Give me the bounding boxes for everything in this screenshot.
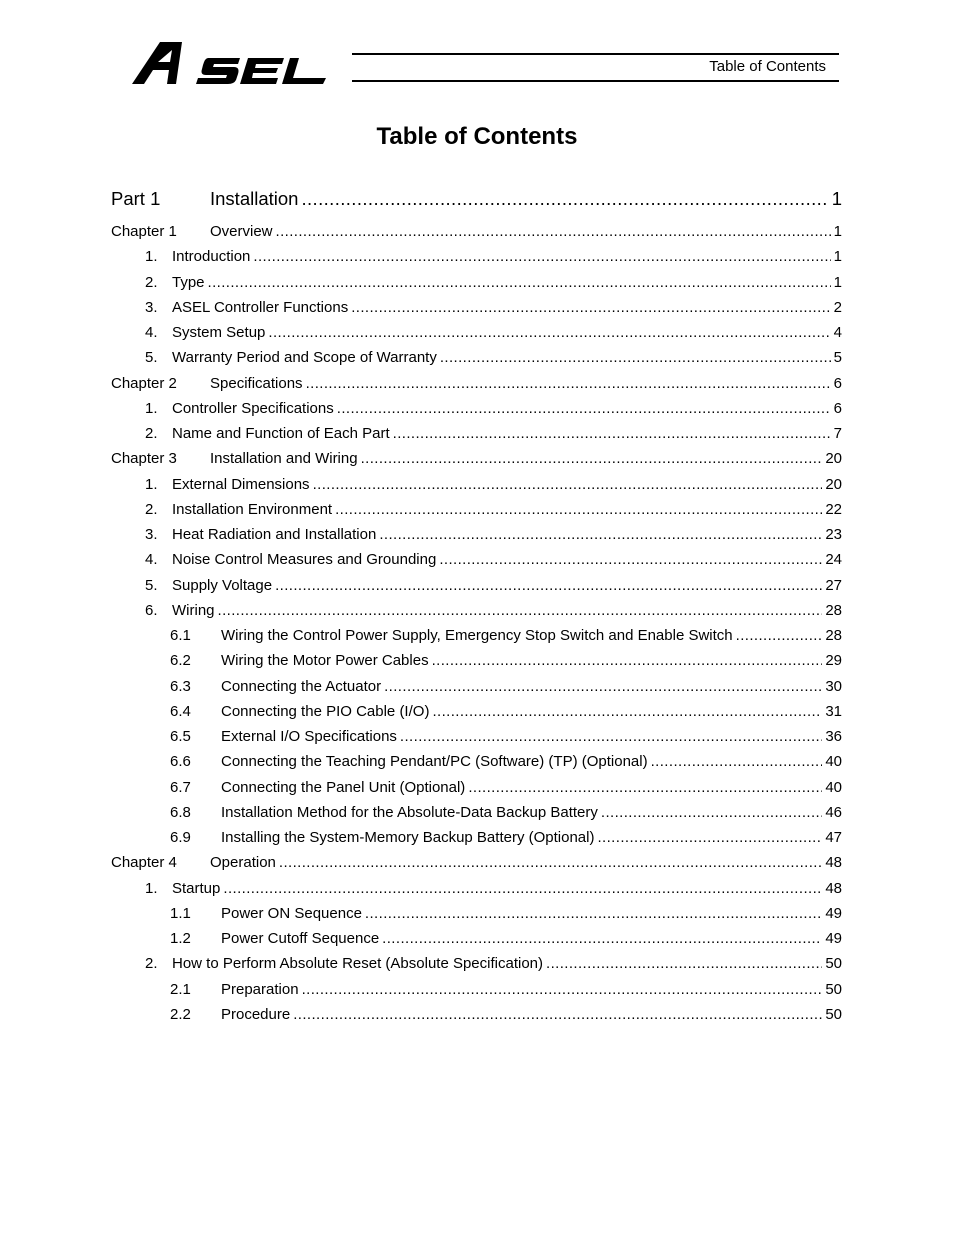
toc-entry-title: Installation Environment — [172, 500, 333, 518]
toc-entry-subsection[interactable] — [111, 627, 842, 652]
toc-entry-number: 2. — [145, 273, 158, 291]
header-section-label: Table of Contents — [709, 58, 826, 75]
header-rule-bottom — [352, 80, 839, 82]
toc-entry-page-number: 5 — [833, 349, 842, 367]
toc-entry-subsection[interactable] — [111, 829, 842, 854]
toc-entry-number: 6.8 — [170, 803, 191, 821]
toc-entry-subsection[interactable] — [111, 779, 842, 804]
dot-leader — [393, 425, 831, 442]
toc-entry-page-number: 49 — [825, 930, 842, 947]
asel-logo — [130, 40, 350, 86]
dot-leader — [335, 501, 822, 518]
toc-entry-page-number: 2 — [833, 298, 842, 316]
toc-entry-section[interactable] — [111, 324, 842, 349]
toc-entry-number: 2.2 — [170, 1005, 191, 1023]
toc-entry-page-number: 1 — [831, 188, 842, 209]
toc-entry-title: ASEL Controller Functions — [172, 298, 349, 316]
dot-leader — [253, 248, 830, 265]
toc-entry-number: 6.7 — [170, 778, 191, 796]
dot-leader — [400, 728, 822, 745]
toc-entry-page-number: 22 — [825, 500, 842, 518]
toc-entry-section[interactable] — [111, 349, 842, 374]
toc-entry-number: Part 1 — [111, 188, 161, 209]
toc-entry-subsection[interactable] — [111, 703, 842, 728]
dot-leader — [361, 450, 823, 467]
toc-entry-title: Procedure — [221, 1005, 291, 1023]
table-of-contents — [111, 188, 842, 1031]
dot-leader — [313, 476, 823, 493]
toc-entry-number: 6.3 — [170, 677, 191, 695]
toc-entry-subsection[interactable] — [111, 930, 842, 955]
toc-entry-title: Supply Voltage — [172, 576, 273, 594]
toc-entry-number: 2.1 — [170, 980, 191, 998]
dot-leader — [218, 602, 823, 619]
toc-entry-number: Chapter 1 — [111, 223, 177, 240]
toc-entry-chapter[interactable] — [111, 223, 842, 248]
toc-entry-number: 3. — [145, 526, 158, 543]
toc-entry-page-number: 24 — [825, 551, 842, 569]
dot-leader — [736, 627, 823, 644]
toc-entry-number: 1. — [145, 248, 158, 266]
toc-entry-section[interactable] — [111, 602, 842, 627]
toc-entry-title: Connecting the Teaching Pendant/PC (Software) (TP) (Optional) — [221, 753, 648, 771]
toc-entry-title: Overview — [210, 223, 273, 240]
dot-leader — [306, 375, 831, 392]
toc-entry-page-number: 23 — [825, 526, 842, 543]
toc-entry-title: Installing the System-Memory Backup Battery (Optional) — [221, 829, 595, 846]
toc-entry-number: Chapter 3 — [111, 450, 177, 468]
toc-entry-page-number: 27 — [825, 576, 842, 594]
toc-entry-number: 1. — [145, 879, 158, 897]
toc-entry-page-number: 46 — [825, 803, 842, 821]
toc-entry-section[interactable] — [111, 476, 842, 501]
dot-leader — [468, 779, 822, 796]
toc-entry-chapter[interactable] — [111, 450, 842, 475]
toc-entry-page-number: 20 — [825, 475, 842, 493]
toc-entry-page-number: 31 — [825, 702, 842, 720]
toc-entry-number: 5. — [145, 349, 158, 367]
toc-entry-title: Introduction — [172, 248, 251, 266]
toc-entry-title: Wiring the Motor Power Cables — [221, 652, 429, 670]
toc-entry-section[interactable] — [111, 400, 842, 425]
dot-leader — [293, 1006, 822, 1023]
toc-entry-page-number: 28 — [825, 627, 842, 644]
toc-entry-number: 6.5 — [170, 728, 191, 745]
dot-leader — [379, 526, 822, 543]
dot-leader — [651, 753, 823, 770]
toc-entry-title: Startup — [172, 879, 221, 897]
toc-entry-page-number: 48 — [825, 854, 842, 872]
toc-entry-page-number: 7 — [833, 425, 842, 442]
toc-entry-page-number: 50 — [825, 1005, 842, 1023]
toc-entry-page-number: 40 — [825, 753, 842, 771]
dot-leader — [276, 223, 831, 240]
toc-entry-title: External Dimensions — [172, 475, 310, 493]
toc-entry-title: Wiring the Control Power Supply, Emergency Stop Switch and Enable Switch — [221, 627, 733, 644]
toc-entry-title: Installation Method for the Absolute-Data Backup Battery — [221, 803, 598, 821]
toc-entry-number: 1. — [145, 399, 158, 417]
toc-entry-subsection[interactable] — [111, 1006, 842, 1031]
toc-entry-section[interactable] — [111, 274, 842, 299]
toc-entry-page-number: 6 — [833, 399, 842, 417]
toc-entry-page-number: 28 — [825, 601, 842, 619]
toc-entry-section[interactable] — [111, 248, 842, 273]
dot-leader — [439, 551, 822, 568]
toc-entry-title: Connecting the Panel Unit (Optional) — [221, 778, 466, 796]
toc-entry-page-number: 29 — [825, 652, 842, 670]
toc-entry-page-number: 1 — [833, 273, 842, 291]
toc-entry-page-number: 47 — [825, 829, 842, 846]
toc-entry-title: System Setup — [172, 324, 266, 341]
dot-leader — [546, 955, 822, 972]
page-title: Table of Contents — [376, 123, 578, 150]
toc-entry-title: Preparation — [221, 980, 299, 998]
toc-entry-title: External I/O Specifications — [221, 728, 397, 745]
toc-entry-number: 6. — [145, 601, 158, 619]
toc-entry-subsection[interactable] — [111, 678, 842, 703]
toc-entry-number: 4. — [145, 324, 158, 341]
toc-entry-page-number: 20 — [825, 450, 842, 468]
dot-leader — [301, 188, 828, 210]
toc-entry-number: Chapter 4 — [111, 854, 177, 872]
toc-entry-number: 1. — [145, 475, 158, 493]
toc-entry-page-number: 6 — [833, 374, 842, 392]
toc-entry-page-number: 1 — [833, 248, 842, 266]
toc-entry-title: Type — [172, 273, 205, 291]
toc-entry-number: Chapter 2 — [111, 374, 177, 392]
toc-entry-number: 6.6 — [170, 753, 191, 771]
toc-entry-section[interactable] — [111, 526, 842, 551]
toc-entry-section[interactable] — [111, 880, 842, 905]
header-rule-top — [352, 53, 839, 55]
toc-entry-section[interactable] — [111, 425, 842, 450]
toc-entry-number: 6.9 — [170, 829, 191, 846]
toc-entry-title: Connecting the Actuator — [221, 677, 382, 695]
toc-entry-section[interactable] — [111, 955, 842, 980]
toc-entry-title: Connecting the PIO Cable (I/O) — [221, 702, 430, 720]
toc-entry-title: Specifications — [210, 374, 303, 392]
toc-entry-page-number: 1 — [833, 223, 842, 240]
toc-entry-section[interactable] — [111, 577, 842, 602]
toc-entry-number: 6.4 — [170, 702, 191, 720]
toc-entry-chapter[interactable] — [111, 375, 842, 400]
toc-entry-number: 1.2 — [170, 930, 191, 947]
toc-entry-page-number: 36 — [825, 728, 842, 745]
toc-entry-number: 1.1 — [170, 904, 191, 922]
dot-leader — [337, 400, 831, 417]
toc-entry-page-number: 40 — [825, 778, 842, 796]
dot-leader — [440, 349, 831, 366]
dot-leader — [275, 577, 822, 594]
toc-entry-number: 2. — [145, 955, 158, 973]
toc-entry-subsection[interactable] — [111, 652, 842, 677]
toc-entry-page-number: 50 — [825, 955, 842, 973]
dot-leader — [223, 880, 822, 897]
toc-entry-subsection[interactable] — [111, 905, 842, 930]
toc-entry-number: 6.2 — [170, 652, 191, 670]
dot-leader — [432, 703, 822, 720]
dot-leader — [384, 678, 822, 695]
toc-entry-subsection[interactable] — [111, 981, 842, 1006]
dot-leader — [365, 905, 822, 922]
toc-entry-page-number: 30 — [825, 677, 842, 695]
dot-leader — [597, 829, 822, 846]
toc-entry-section[interactable] — [111, 299, 842, 324]
toc-entry-title: Heat Radiation and Installation — [172, 526, 377, 543]
toc-entry-title: Controller Specifications — [172, 399, 334, 417]
toc-entry-subsection[interactable] — [111, 753, 842, 778]
toc-entry-subsection[interactable] — [111, 804, 842, 829]
toc-entry-title: Power ON Sequence — [221, 904, 362, 922]
toc-entry-section[interactable] — [111, 501, 842, 526]
dot-leader — [432, 652, 823, 669]
toc-entry-title: Power Cutoff Sequence — [221, 930, 380, 947]
toc-entry-chapter[interactable] — [111, 854, 842, 879]
toc-entry-page-number: 4 — [833, 324, 842, 341]
toc-entry-title: Noise Control Measures and Grounding — [172, 551, 437, 569]
toc-entry-title: Installation — [210, 188, 299, 209]
toc-entry-title: Wiring — [172, 601, 215, 619]
toc-entry-part[interactable] — [111, 188, 842, 223]
toc-entry-title: How to Perform Absolute Reset (Absolute Specification) — [172, 955, 544, 973]
toc-entry-page-number: 50 — [825, 980, 842, 998]
toc-entry-number: 3. — [145, 298, 158, 316]
dot-leader — [208, 274, 831, 291]
toc-entry-number: 5. — [145, 576, 158, 594]
toc-entry-page-number: 48 — [825, 879, 842, 897]
dot-leader — [279, 854, 822, 871]
toc-entry-number: 4. — [145, 551, 158, 569]
toc-entry-page-number: 49 — [825, 904, 842, 922]
toc-entry-title: Warranty Period and Scope of Warranty — [172, 349, 437, 367]
dot-leader — [351, 299, 830, 316]
toc-entry-subsection[interactable] — [111, 728, 842, 753]
dot-leader — [302, 981, 823, 998]
dot-leader — [601, 804, 822, 821]
toc-entry-title: Installation and Wiring — [210, 450, 358, 468]
toc-entry-section[interactable] — [111, 551, 842, 576]
toc-entry-number: 6.1 — [170, 627, 191, 644]
toc-entry-number: 2. — [145, 500, 158, 518]
dot-leader — [382, 930, 822, 947]
toc-entry-number: 2. — [145, 425, 158, 442]
dot-leader — [268, 324, 830, 341]
toc-entry-title: Name and Function of Each Part — [172, 425, 390, 442]
toc-entry-title: Operation — [210, 854, 276, 872]
